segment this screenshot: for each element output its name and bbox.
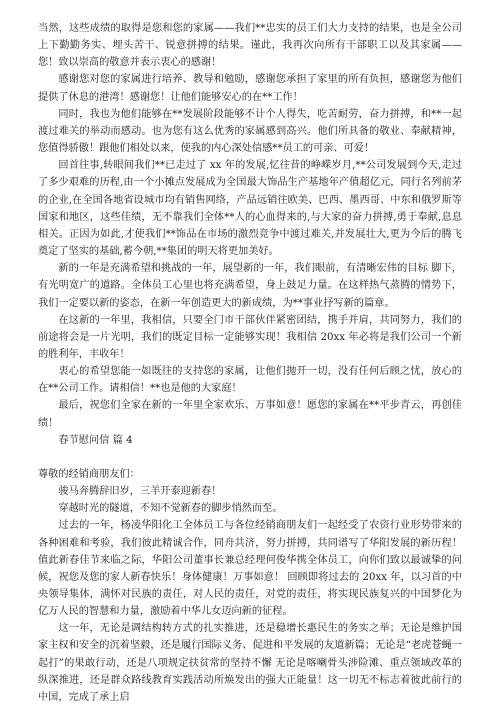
paragraph: 当然，这些成绩的取得是您和您的家属——我们**忠实的员工们大力支持的结果，也是全公司上下勤勤务实、埋头苦干、锐意拼搏的结果。谨此，我再次向所有干部职工以及其家属——您！致以崇高的敬意并表示衷心的感谢！ [38,23,462,69]
paragraph: 在这新的一年里，我相信，只要全门市干部伙伴紧密团结，携手并肩，共同努力，我们的前途将会是一片光明，我们的既定目标一定能够实现！我相信 20xx 年必将是我们公司一个新的胜利年，丰收年！ [38,314,462,360]
paragraph: 春节慰问信 篇 4 [58,434,133,446]
letter-section-1 [38,20,462,449]
letter-section-2 [38,466,462,706]
paragraph: 最后，祝您们全家在新的一年里全家欢乐、万事如意！愿您的家属在**平步青云，再创佳绩！ [38,400,462,429]
paragraph: 回首往事,转眼间我们**已走过了 xx 年的发展,忆往昔的峥嵘岁月,**公司发展到今天,走过了多少艰难的历程,由一个小摊点发展成为全国最大饰品生产基地年产值超亿元，同行名列前茅的企业,在全国各地省设城市均有销售网络，产品远销往欧美、巴西、墨西哥、中东和俄罗斯等国家和地区，这些佳绩，无不靠我们全体**人的心血得来的,与大家的奋力拼搏,勇于奉献,息息相关。正因为如此,才使我们**饰品在市场的激烈竞争中渡过难关,并发展壮大,更为今后的腾飞奠定了坚实的基础,蓄今朝,**集团的明天将更加美好。 [38,160,462,258]
paragraph: 穿越时光的隧道，不知不觉新春的脚步悄然而至。 [58,503,283,515]
paragraph: 新的一年是充满希望和挑战的一年，展望新的一年，我们眼前，有清晰宏伟的目标 脚下，有光明宽广的道路。全体员工心里也将充满希望，身上鼓足力量。在这样热气蒸腾的情势下，我们一定要以新的姿态，在新一年创造更大的新成绩，为**事业抒写新的篇章。 [38,263,462,309]
paragraph: 尊敬的经销商朋友们： [38,468,140,480]
paragraph: 感谢您对您的家属进行培养、教导和勉励，感谢您承担了家里的所有负担，感谢您为他们提供了休息的港湾！感谢您！让他们能够安心的在**工作！ [38,74,462,103]
paragraph: 衷心的希望您能一如既往的支持您的家属，让他们抛开一切，没有任何后顾之忧，放心的在**公司工作。请相信！**也是他的大家庭！ [38,366,462,395]
paragraph: 这一年，无论是调结构转方式的扎实推进，还是稳增长惠民生的务实之举；无论是维护国家主权和安全的沉着坚毅，还是履行国际义务、促进和平发展的友道新篇；无论是“老虎苍蝇一起打”的果敢行动，还是八项规定扶贫常的坚持不懈 无论是喀喇骨头涉险滩、重点领域改革的纵深推进，还是群众路线教育实践活动所焕发出的强大正能量！这一切无不标志着彼此前行的中国，完成了承上启 [38,623,462,703]
paragraph: 骏马奔腾辞旧岁，三羊开泰迎新春！ [58,486,222,498]
section-gap [38,449,462,466]
paragraph: 同时，我也为他们能够在**发展阶段能够不计个人得失，吃苦耐劳，奋力拼搏，和**一起渡过难关的举动而感动。也为您有这么优秀的家属感到高兴。他们所具备的敬业、奉献精神，您值得骄傲！跟他们相处以来，使我的内心深处信感**员工的可亲、可爱！ [38,108,462,155]
paragraph: 过去的一年，杨凌华阳化工全体员工与各位经销商朋友们一起经受了农资行业形势带来的各种困难和考验，我们彼此精诚合作，同舟共济，努力拼搏，共同谱写了华阳发展的新历程！值此新春佳节来临之际，华阳公司董事长兼总经理何俊华携全体员工，向你们致以最诚挚的问候，祝您及您的家人新春快乐！身体健康！万事如意！ 回顾即将过去的 20xx 年，以习首的中央领导集体，满怀对民族的责任，对人民的责任，对党的责任，将实现民族复兴的中国梦化为亿万人民的智慧和力量，激励着中华儿女迈向新的征程。 [38,520,462,618]
